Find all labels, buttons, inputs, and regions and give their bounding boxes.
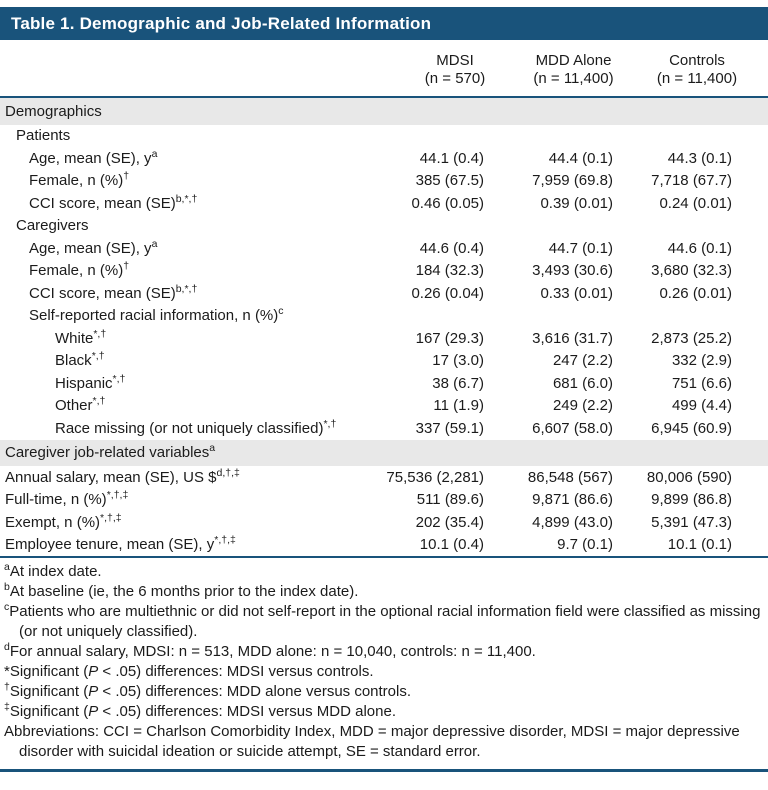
value-cell	[636, 125, 768, 148]
value-cell: 3,616 (31.7)	[532, 329, 613, 347]
table-row	[0, 237, 768, 260]
row-label: Age, mean (SE), $y^a$	[29, 237, 158, 257]
value-cell: 0.24 (0.01)	[659, 194, 732, 212]
row-label: Annual salary, mean (SE), US \$$^{d,\dagger,\ddagger}$	[5, 466, 240, 486]
value-cell: 499 (4.4)	[671, 397, 732, 414]
row-label: Caregivers	[16, 217, 89, 234]
table-row	[0, 192, 768, 215]
value-cell: 44.6 (0.4)	[419, 239, 484, 257]
table-row	[0, 170, 768, 193]
value-cell: 4,899 (43.0)	[532, 513, 613, 531]
value-cell: 0.26 (0.01)	[659, 284, 732, 302]
table-row	[0, 350, 768, 373]
footnote: $^d$For annual salary, MDSI: n = 513, MDD alone: n = 10,040, controls: n = 11,400.	[4, 641, 536, 660]
footnote: Abbreviations: CCI = Charlson Comorbidity Index, MDD = major depressive disorder, MDSI = major depressive disorder with suicidal ideation or suicide attempt, SE = standard error.	[4, 723, 740, 760]
col-sample-size: (n = 570)	[424, 70, 486, 87]
value-cell: 3,493 (30.6)	[532, 262, 613, 279]
row-label: Self-reported racial information, n (%)$^c$	[29, 305, 284, 324]
footnote: †Significant (P < .05) differences: MDD alone versus controls.	[4, 681, 412, 700]
section-header-label: Caregiver job-related variables$^a$	[0, 440, 768, 467]
footnote: ‡Significant (P < .05) differences: MDSI versus MDD alone.	[4, 701, 396, 720]
value-cell: 9,899 (86.8)	[651, 491, 732, 508]
value-cell: 751 (6.6)	[671, 374, 732, 392]
row-label: Female, n (%)†	[29, 170, 130, 189]
value-cell: 6,607 (58.0)	[532, 419, 613, 437]
col-sample-size: (n = 11,400)	[533, 70, 614, 87]
value-cell: 38 (6.7)	[432, 374, 484, 392]
demographics-table	[0, 40, 768, 556]
section-header-label: Demographics	[0, 97, 768, 125]
col-sample-size: (n = 11,400)	[656, 70, 738, 87]
group-row	[0, 125, 768, 148]
value-cell: 337 (59.1)	[415, 419, 484, 437]
footnote: $^a$At index date.	[4, 561, 102, 580]
col-name: MDD Alone	[535, 52, 612, 69]
col-name: Controls	[669, 52, 725, 69]
footnote: *Significant (P < .05) differences: MDSI versus controls.	[4, 663, 374, 680]
value-cell: 332 (2.9)	[671, 352, 732, 369]
table-title-bar	[0, 7, 768, 40]
table-row	[0, 417, 768, 440]
value-cell: 2,873 (25.2)	[651, 329, 732, 347]
table-title: Table 1. Demographic and Job-Related Information	[11, 13, 432, 33]
table-header	[0, 40, 768, 97]
table-row	[0, 466, 768, 489]
value-cell: 5,391 (47.3)	[651, 513, 732, 531]
value-cell: 44.4 (0.1)	[548, 149, 613, 167]
table-row	[0, 372, 768, 395]
value-cell	[636, 305, 768, 328]
col-header-mdd-alone	[511, 40, 636, 97]
row-label: Age, mean (SE), $y^a$	[29, 147, 158, 167]
row-label: Patients	[16, 127, 71, 144]
col-name: MDSI	[436, 52, 474, 69]
row-label: Exempt, n (%)*,†,‡	[5, 511, 122, 531]
value-cell	[379, 125, 511, 148]
value-cell: 247 (2.2)	[552, 352, 613, 369]
table-row	[0, 147, 768, 170]
row-label: Full-time, n (%)*,†,‡	[5, 489, 129, 508]
empty-header-cell	[0, 40, 379, 97]
row-label: Hispanic*,†	[55, 372, 126, 392]
value-cell	[636, 215, 768, 238]
value-cell: 7,718 (67.7)	[651, 172, 732, 189]
col-header-mdsi	[379, 40, 511, 97]
row-label: Race missing (or not uniquely classified)*,†	[55, 417, 337, 437]
value-cell: 7,959 (69.8)	[532, 172, 613, 189]
value-cell: 86,548 (567)	[527, 468, 613, 486]
value-cell: 184 (32.3)	[415, 262, 484, 279]
value-cell: 0.46 (0.05)	[411, 194, 484, 212]
value-cell	[379, 215, 511, 238]
value-cell	[511, 305, 636, 328]
value-cell: 10.1 (0.1)	[667, 536, 732, 553]
value-cell: 167 (29.3)	[415, 329, 484, 347]
value-cell: 9,871 (86.6)	[532, 491, 613, 508]
section-header-row	[0, 97, 768, 125]
footnote: $^c$Patients who are multiethnic or did not self-report in the optional racial information field were classified as missing (or not uniquely classified).	[4, 601, 761, 640]
value-cell: 10.1 (0.4)	[419, 536, 484, 553]
footnotes-section	[0, 558, 768, 769]
value-cell: 9.7 (0.1)	[557, 536, 613, 553]
value-cell: 681 (6.0)	[552, 374, 613, 392]
group-row	[0, 305, 768, 328]
value-cell: 44.1 (0.4)	[419, 149, 484, 167]
row-label: Employee tenure, mean (SE), y*,†,‡	[5, 534, 236, 553]
col-header-controls	[636, 40, 768, 97]
table-row	[0, 395, 768, 418]
table-body	[0, 97, 768, 556]
value-cell: 17 (3.0)	[432, 352, 484, 369]
table-row	[0, 327, 768, 350]
value-cell: 44.3 (0.1)	[667, 149, 732, 167]
row-label: White*,†	[55, 327, 107, 347]
value-cell: 3,680 (32.3)	[651, 262, 732, 279]
row-label: CCI score, mean (SE)$^{b,*,\dagger}$	[29, 282, 198, 302]
row-label: Black*,†	[55, 350, 105, 369]
table-row	[0, 511, 768, 534]
value-cell: 0.39 (0.01)	[540, 194, 613, 212]
value-cell: 44.6 (0.1)	[667, 239, 732, 257]
value-cell: 385 (67.5)	[415, 172, 484, 189]
row-label: Female, n (%)†	[29, 260, 130, 279]
value-cell: 80,006 (590)	[646, 468, 732, 486]
row-label: CCI score, mean (SE)$^{b,*,\dagger}$	[29, 192, 198, 212]
value-cell: 44.7 (0.1)	[548, 239, 613, 257]
row-label: Other*,†	[55, 395, 106, 414]
value-cell: 249 (2.2)	[552, 397, 613, 414]
value-cell: 6,945 (60.9)	[651, 419, 732, 437]
table-row	[0, 534, 768, 557]
group-row	[0, 215, 768, 238]
value-cell	[379, 305, 511, 328]
value-cell: 0.33 (0.01)	[540, 284, 613, 302]
section-header-row	[0, 440, 768, 467]
value-cell: 511 (89.6)	[416, 491, 484, 508]
footnote: $^b$At baseline (ie, the 6 months prior to the index date).	[4, 581, 359, 600]
value-cell: 0.26 (0.04)	[411, 284, 484, 302]
figure-bottom-border	[0, 769, 768, 772]
value-cell	[511, 215, 636, 238]
value-cell: 75,536 (2,281)	[386, 468, 484, 486]
table-row	[0, 489, 768, 512]
table-row	[0, 282, 768, 305]
value-cell: 11 (1.9)	[433, 397, 484, 414]
table-row	[0, 260, 768, 283]
value-cell	[511, 125, 636, 148]
column-header-row	[0, 40, 768, 97]
value-cell: 202 (35.4)	[415, 513, 484, 531]
